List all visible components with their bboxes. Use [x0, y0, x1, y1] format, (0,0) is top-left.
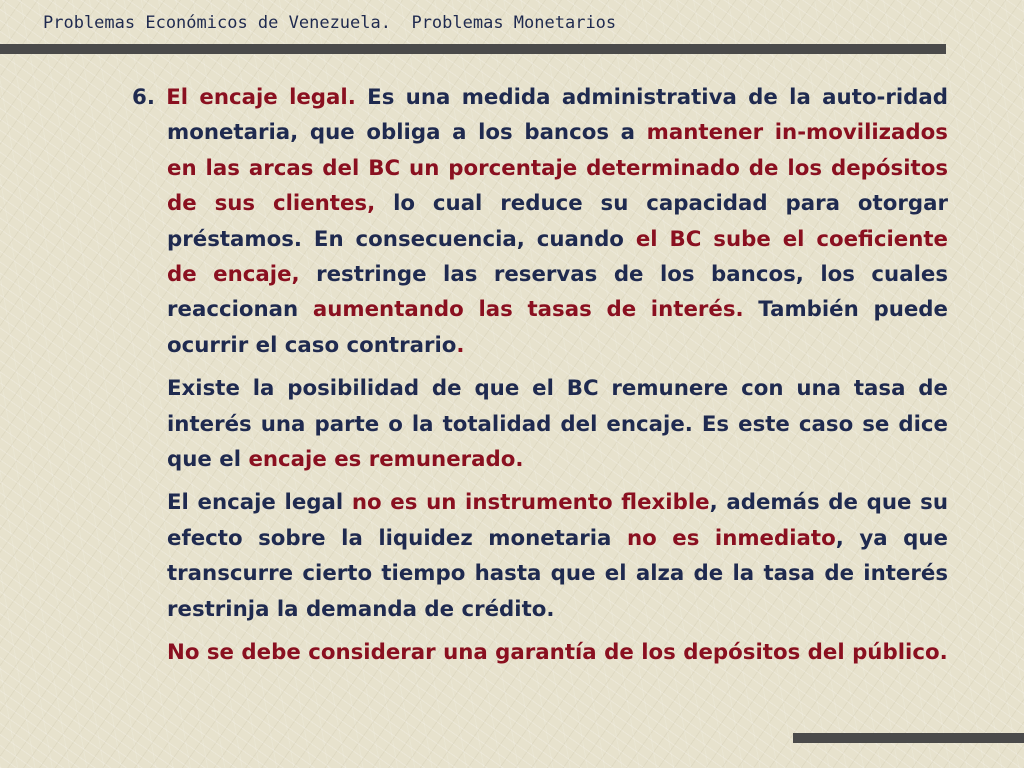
item-6-highlight-1: El encaje legal.: [166, 85, 356, 110]
paragraph-remuneration: [132, 371, 948, 477]
paragraph-2-highlight-1: encaje es remunerado.: [248, 447, 524, 473]
paragraph-4-highlight-1: No se debe considerar una garantía de los depósitos del público.: [167, 640, 948, 666]
item-6-text-5: También puede ocurrir el caso contrario: [167, 297, 948, 358]
paragraph-flexibility: [132, 485, 948, 627]
item-6: [132, 80, 948, 363]
item-6-text-3: lo cual reduce su capacidad para otorgar préstamos. En consecuencia, cuando: [167, 191, 948, 252]
paragraph-guarantee: [132, 635, 948, 670]
item-6-text-1: 6.: [132, 85, 167, 110]
slide-header: Problemas Económicos de Venezuela. Problemas Monetarios: [43, 13, 617, 33]
item-6-highlight-3: el BC sube el coeficiente de encaje,: [167, 226, 948, 288]
paragraph-3-text-2: , además de que su efecto sobre la liquidez monetaria: [167, 490, 948, 551]
item-6-text-2: Es una medida administrativa de la auto-ridad monetaria, que obliga a los bancos a: [167, 85, 949, 146]
item-6-highlight-4: aumentando las tasas de interés.: [312, 297, 744, 323]
paragraph-3-highlight-1: no es un instrumento flexible: [351, 490, 710, 516]
paragraph-2-text-1: Existe la posibilidad de que el BC remunere con una tasa de interés una parte o la totalidad del encaje. Es este caso se dice que el: [167, 376, 948, 473]
header-rule: [0, 44, 946, 54]
slide-body: [132, 80, 948, 671]
paragraph-3-text-1: El encaje legal: [167, 490, 352, 516]
item-6-highlight-5: .: [456, 332, 465, 358]
paragraph-3-text-3: , ya que transcurre cierto tiempo hasta que el alza de la tasa de interés restrinja la demanda de crédito.: [167, 525, 948, 622]
footer-rule: [793, 733, 1024, 743]
item-6-highlight-2: mantener in-movilizados en las arcas del BC un porcentaje determinado de los depósitos de sus clientes,: [167, 120, 948, 217]
paragraph-3-highlight-2: no es inmediato: [626, 525, 836, 551]
item-6-text-4: restringe las reservas de los bancos, los cuales reaccionan: [167, 262, 948, 323]
